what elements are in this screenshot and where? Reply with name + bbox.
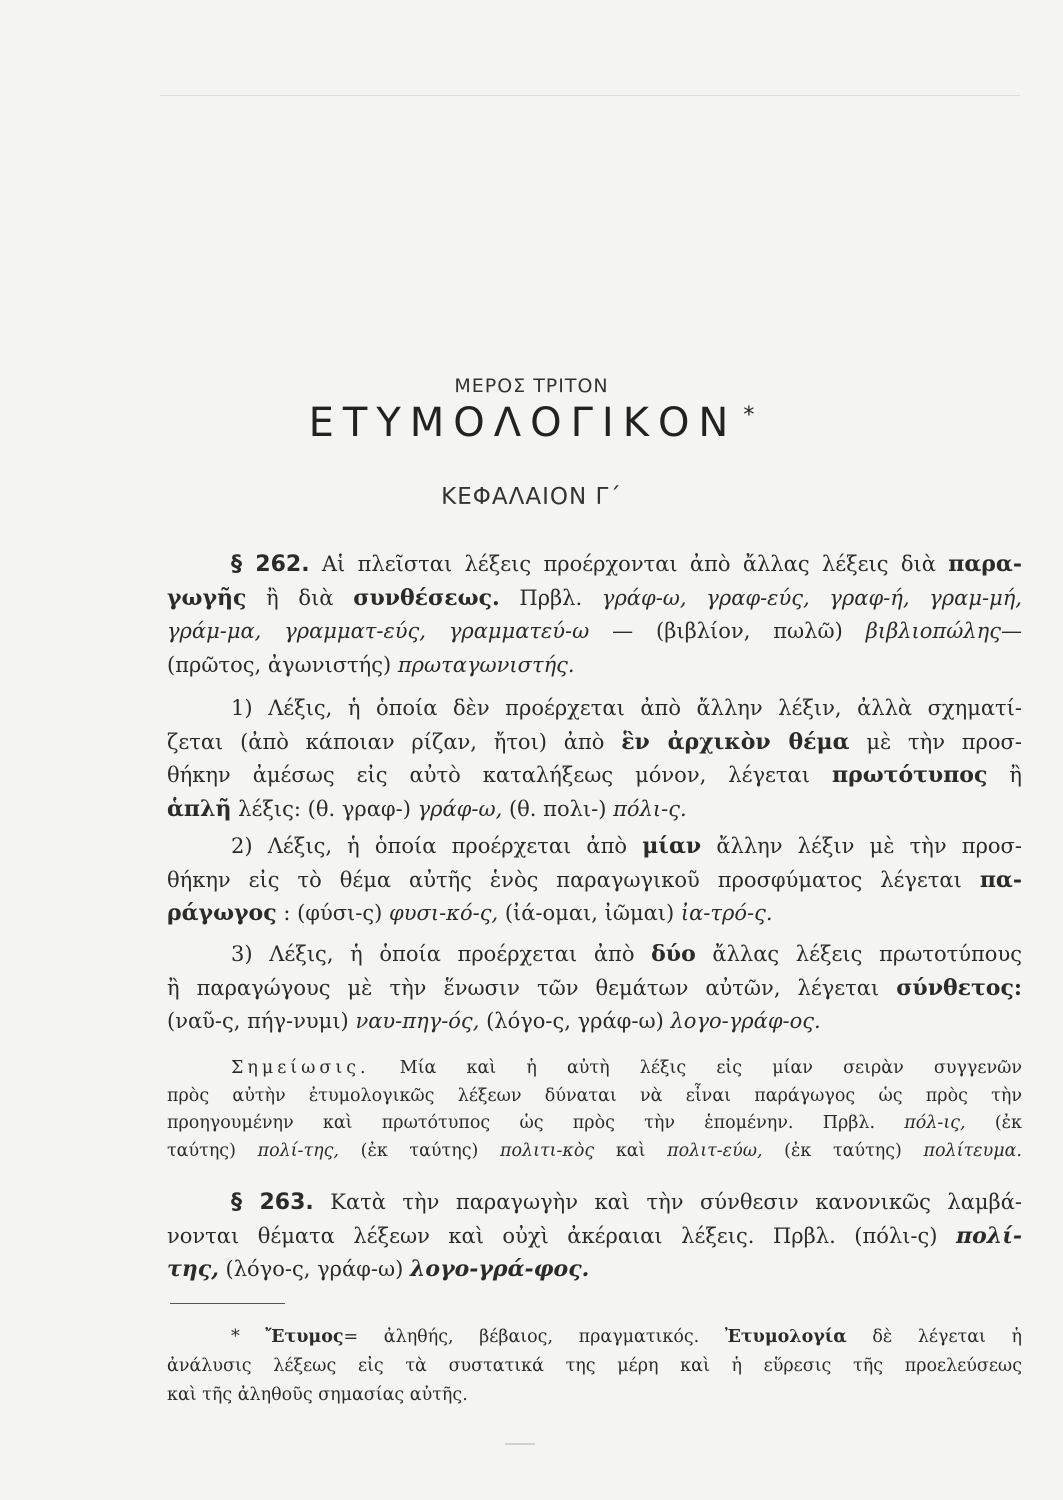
item-3 (167, 938, 1022, 1039)
print-mark (505, 1443, 535, 1445)
section-263 (167, 1186, 1022, 1287)
paragraph-line: γράμ-μα, γραμματ-εύς, γραμματεύ-ω — (βιβλίον, πωλῶ) βιβλιοπώλης— (167, 619, 1022, 643)
paragraph-line: της, (λόγο-ς, γράφ-ω) λογο-γρά-φος. (167, 1256, 590, 1282)
paragraph-line: § 262. Αἱ πλεῖσται λέξεις προέρχονται ἀπὸ ἄλλας λέξεις διὰ παρα- (231, 551, 1022, 577)
bleed-through-text (160, 120, 1023, 156)
paragraph-line: ἁπλῆ λέξις: (θ. γραφ-) γράφ-ω, (θ. πολι-) πόλι-ς. (167, 795, 687, 822)
note-line: Σημείωσις. Μία καὶ ἡ αὐτὴ λέξις εἰς μίαν σειρὰν συγγενῶν (231, 1058, 1022, 1078)
section-262 (167, 548, 1022, 682)
paragraph-line: θήκην εἰς τὸ θέμα αὐτῆς ἑνὸς παραγωγικοῦ προσφύματος λέγεται πα- (167, 866, 1022, 893)
main-title-text: ΕΤΥΜΟΛΟΓΙΚΟΝ (308, 400, 738, 446)
footnote-line: ἀνάλυσις λέξεως εἰς τὰ συστατικά της μέρη καὶ ἡ εὕρεσις τῆς προελεύσεως (167, 1356, 1022, 1376)
footnote-marker: * (743, 403, 755, 428)
note-block (167, 1055, 1022, 1165)
paragraph-line: § 263. Κατὰ τὴν παραγωγὴν καὶ τὴν σύνθεσιν κανονικῶς λαμβά- (231, 1190, 1022, 1215)
footnote (167, 1323, 1022, 1410)
paragraph-line: ζεται (ἀπὸ κάποιαν ρίζαν, ἤτοι) ἀπὸ ἓν ἀρχικὸν θέμα μὲ τὴν προσ- (167, 728, 1022, 755)
paragraph-line: νονται θέματα λέξεων καὶ οὐχὶ ἀκέραιαι λέξεις. Πρβλ. (πόλι-ς) πολί- (167, 1222, 1022, 1249)
note-line: ταύτης) πολί-της, (ἐκ ταύτης) πολιτι-κὸς καὶ πολιτ-εύω, (ἐκ ταύτης) πολίτευμα. (167, 1140, 1022, 1161)
bleed-through-rule (160, 95, 1020, 96)
footnote-line: * Ἔτυμος= ἀληθής, βέβαιος, πραγματικός. Ἐτυμολογία δὲ λέγεται ἡ (231, 1327, 1022, 1347)
footnote-line: καὶ τῆς ἀληθοῦς σημασίας αὐτῆς. (167, 1385, 468, 1405)
note-label: Σημείωσις. (231, 1058, 370, 1078)
paragraph-line: 2) Λέξις, ἡ ὁποία προέρχεται ἀπὸ μίαν ἄλλην λέξιν μὲ τὴν προσ- (231, 833, 1022, 859)
paragraph-line: (πρῶτος, ἀγωνιστής) πρωταγωνιστής. (167, 652, 575, 677)
paragraph-line: θήκην ἀμέσως εἰς αὐτὸ καταλήξεως μόνον, λέγεται πρωτότυπος ἢ (167, 762, 1022, 788)
section-number: § 263. (231, 1190, 314, 1215)
section-number: § 262. (231, 552, 310, 577)
paragraph-line: ἢ παραγώγους μὲ τὴν ἕνωσιν τῶν θεμάτων αὐτῶν, λέγεται σύνθετος: (167, 974, 1022, 1001)
paragraph-line: 1) Λέξις, ἡ ὁποία δὲν προέρχεται ἀπὸ ἄλλην λέξιν, ἀλλὰ σχηματί- (231, 696, 1022, 720)
paragraph-line: 3) Λέξις, ἡ ὁποία προέρχεται ἀπὸ δύο ἄλλας λέξεις πρωτοτύπους (231, 941, 1022, 967)
part-title: ΜΕΡΟΣ ΤΡΙΤΟΝ (454, 375, 609, 397)
item-2 (167, 830, 1022, 931)
note-line: προηγουμένην καὶ πρωτότυπος ὡς πρὸς τὴν ἑπομένην. Πρβλ. πόλ-ις, (ἐκ (167, 1113, 1022, 1133)
paragraph-line: ράγωγος : (φύσι-ς) φυσι-κό-ς, (ἰά-ομαι, ἰῶμαι) ἰα-τρό-ς. (167, 900, 773, 926)
paragraph-line: γωγῆς ἢ διὰ συνθέσεως. Πρβλ. γράφ-ω, γραφ-εύς, γραφ-ή, γραμ-μή, (167, 584, 1022, 611)
item-1 (167, 692, 1022, 826)
chapter-title: ΚΕΦΑΛΑΙΟΝ Γ΄ (441, 484, 622, 510)
main-title (0, 400, 1063, 446)
footnote-divider (170, 1303, 285, 1304)
note-line: πρὸς αὐτὴν ἐτυμολογικῶς λέξεων δύναται νὰ εἶναι παράγωγος ὡς πρὸς τὴν (167, 1085, 1022, 1106)
paragraph-line: (ναῦ-ς, πήγ-νυμι) ναυ-πηγ-ός, (λόγο-ς, γράφ-ω) λογο-γράφ-ος. (167, 1009, 821, 1033)
